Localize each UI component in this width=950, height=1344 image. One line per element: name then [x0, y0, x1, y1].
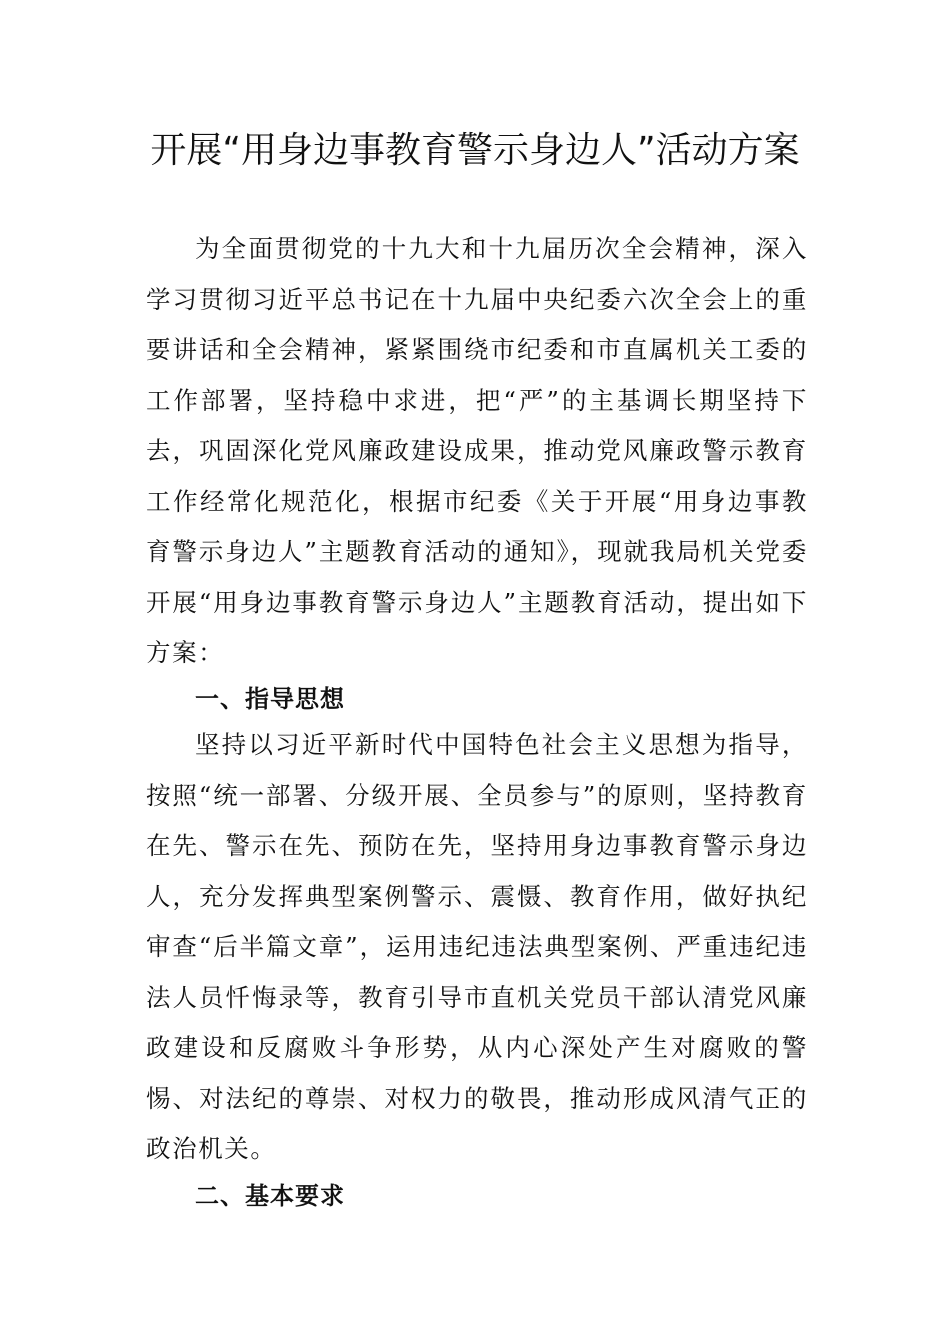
document-title: 开展“用身边事教育警示身边人”活动方案 — [150, 130, 800, 171]
guiding-ideology-paragraph: 坚持以习近平新时代中国特色社会主义思想为指导，按照“统一部署、分级开展、全员参与”的原则，坚持教育在先、警示在先、预防在先，坚持用身边事教育警示身边人，充分发挥典型案例警示、震慑、教育作用，做好执纪审查“后半篇文章”，运用违纪违法典型案例、严重违纪违法人员忏悔录等，教育引导市直机关党员干部认清党风廉政建设和反腐败斗争形势，从内心深处产生对腐败的警惕、对法纪的尊崇、对权力的敬畏，推动形成风清气正的政治机关。 — [146, 730, 808, 1163]
intro-paragraph: 为全面贯彻党的十九大和十九届历次全会精神，深入学习贯彻习近平总书记在十九届中央纪委六次全会上的重要讲话和全会精神，紧紧围绕市纪委和市直属机关工委的工作部署，坚持稳中求进，把“严”的主基调长期坚持下去，巩固深化党风廉政建设成果，推动党风廉政警示教育工作经常化规范化，根据市纪委《关于开展“用身边事教育警示身边人”主题教育活动的通知》，现就我局机关党委开展“用身边事教育警示身边人”主题教育活动，提出如下方案： — [146, 234, 808, 667]
section-heading-basic-requirements: 二、基本要求 — [195, 1182, 345, 1210]
section-heading-guiding-ideology: 一、指导思想 — [195, 685, 345, 713]
